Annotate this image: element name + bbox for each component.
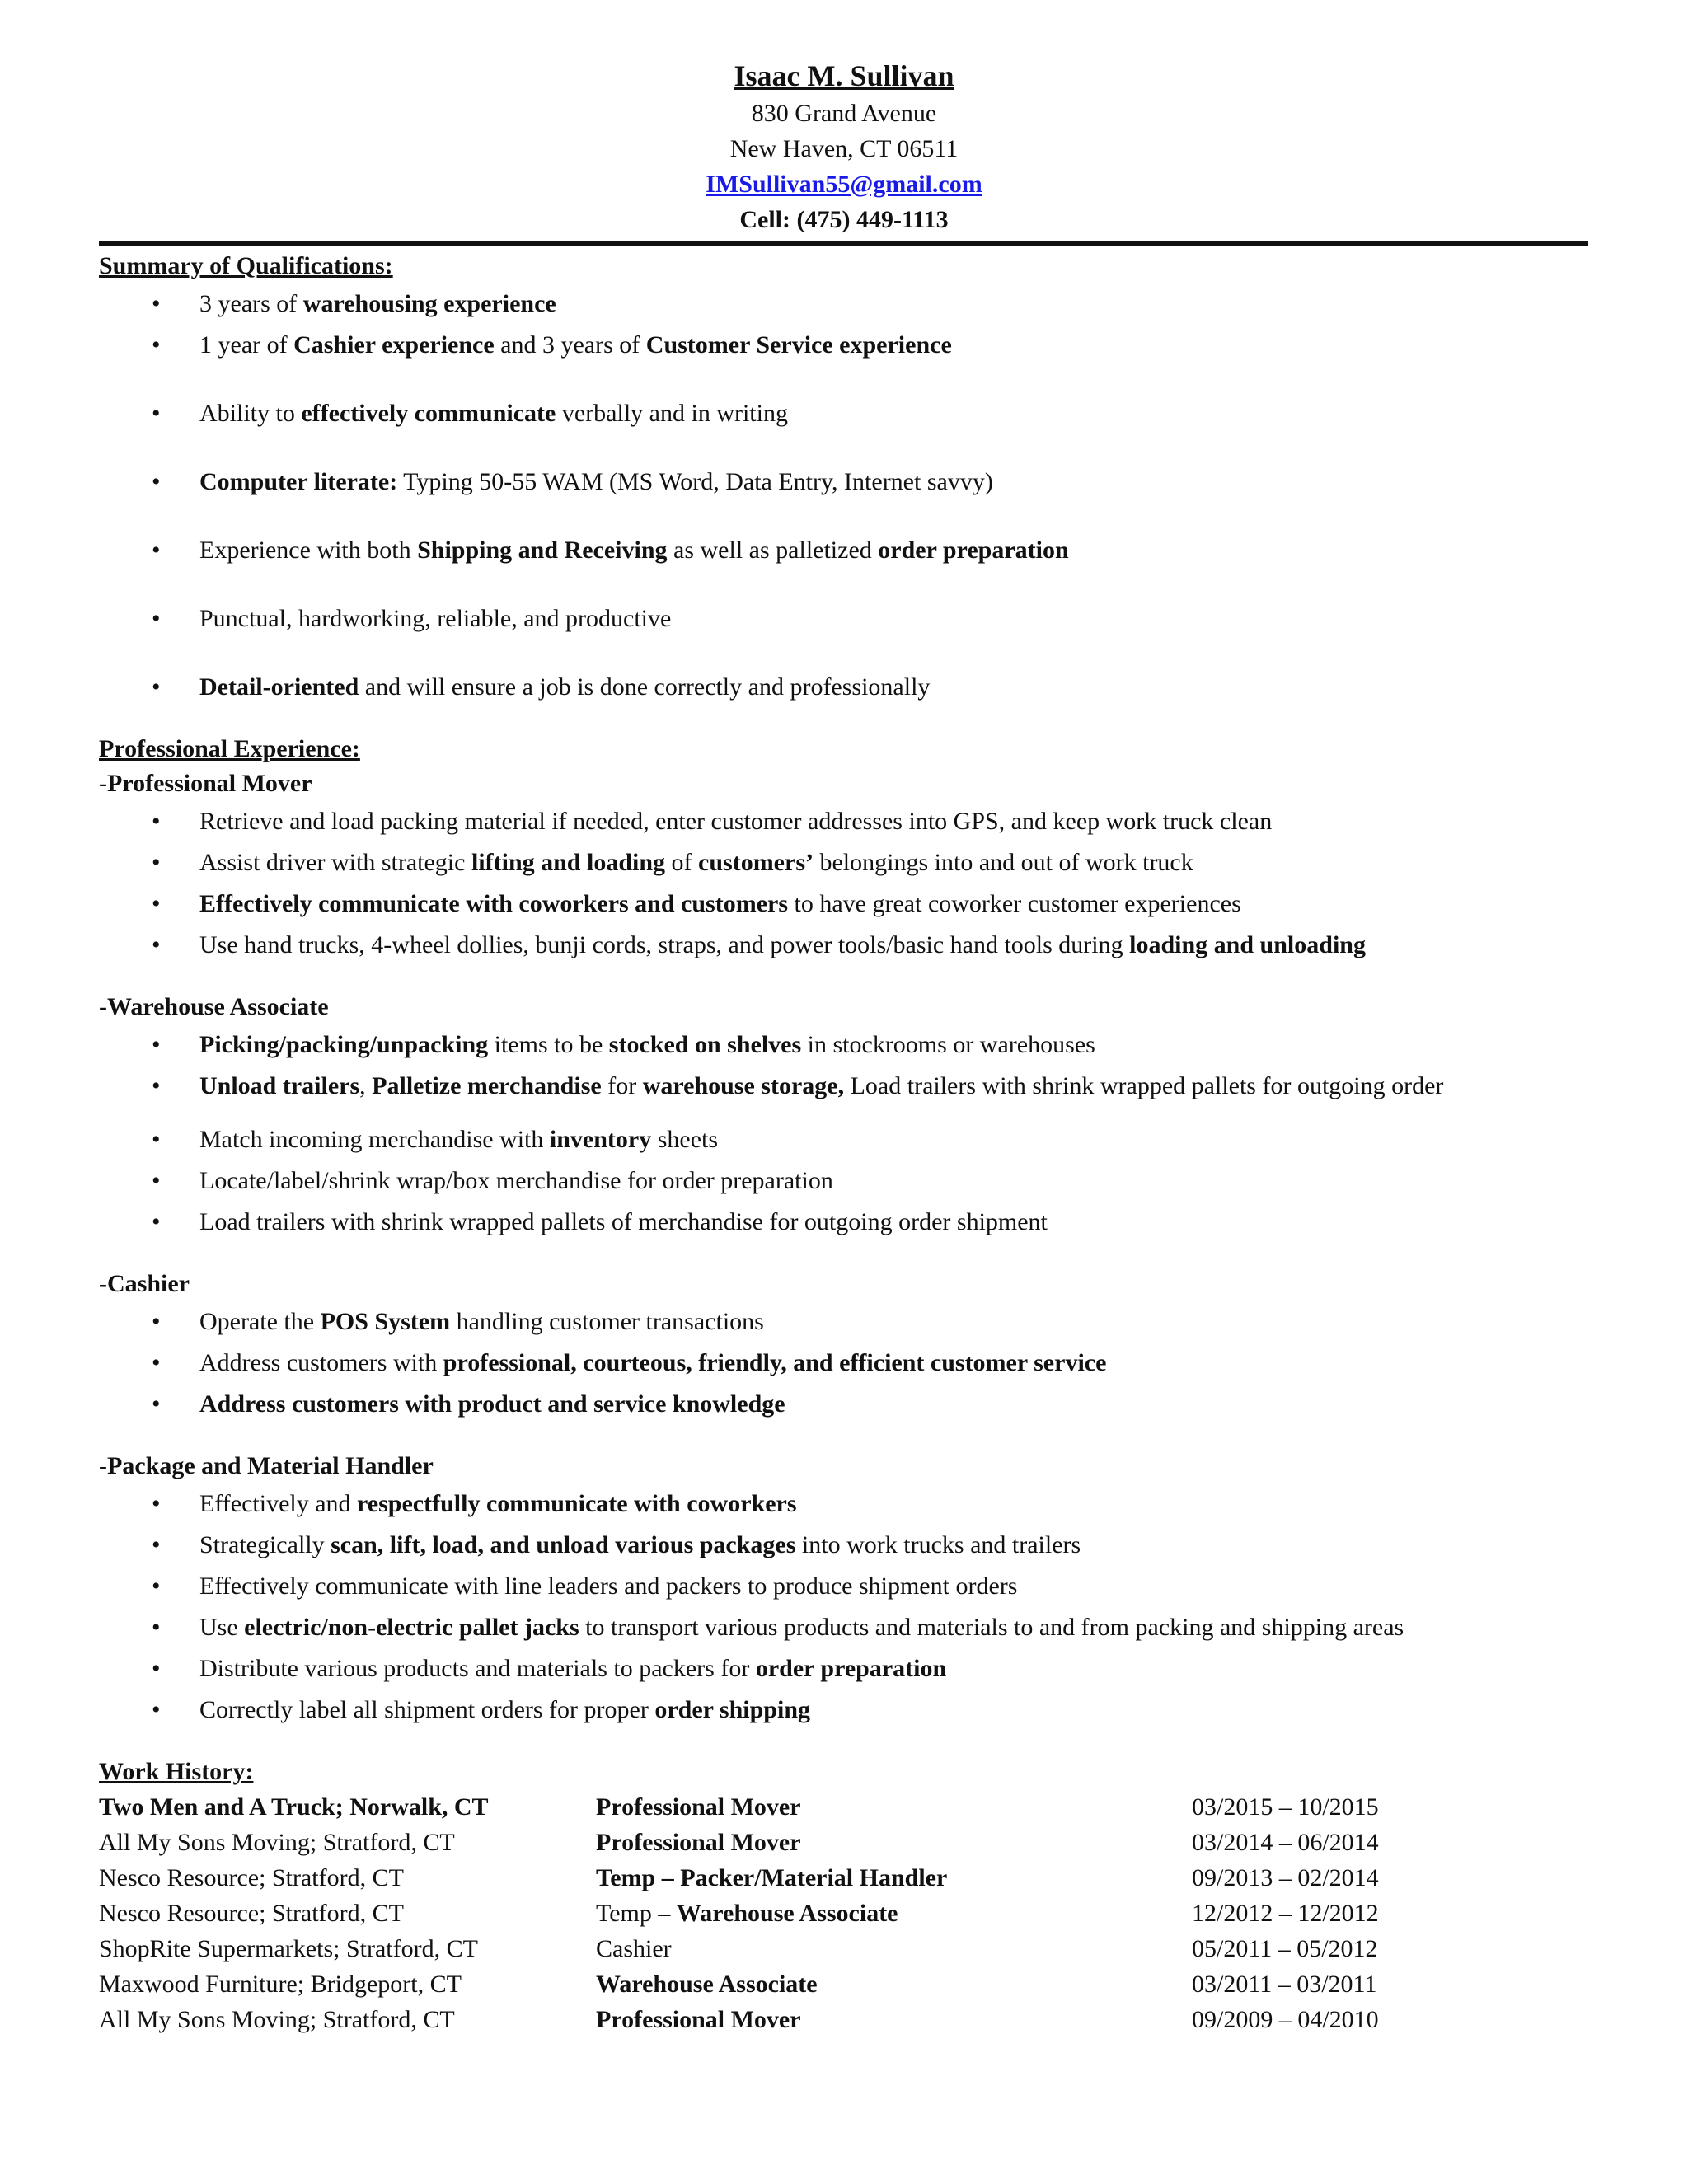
text-run: belongings into and out of work truck xyxy=(813,849,1193,876)
text-run: handling customer transactions xyxy=(450,1308,764,1335)
experience-list xyxy=(99,766,1591,1731)
employer-cell xyxy=(99,1789,596,1825)
dates-cell: 03/2015 – 10/2015 xyxy=(1192,1793,1379,1821)
summary-heading: Summary of Qualifications: xyxy=(99,252,393,279)
job-bullet xyxy=(99,1483,1591,1525)
bold-text: order preparation xyxy=(755,1655,947,1682)
text-run: Cashier xyxy=(596,1935,672,1962)
bold-text: Shipping and Receiving xyxy=(417,537,668,564)
dates-cell: 09/2009 – 04/2010 xyxy=(1192,2006,1379,2033)
position-cell xyxy=(596,1966,1192,2002)
employer-cell xyxy=(99,1931,596,1966)
summary-item xyxy=(99,530,1591,571)
position-cell xyxy=(596,1860,1192,1896)
job-section xyxy=(99,766,1591,966)
text-run: Effectively communicate with line leaders and packers to produce shipment orders xyxy=(199,1572,1018,1600)
bold-text: warehousing experience xyxy=(302,290,556,317)
bold-text: Professional Mover xyxy=(596,1793,801,1821)
job-bullet xyxy=(99,925,1591,966)
summary-item xyxy=(99,462,1591,503)
job-bullet xyxy=(99,1607,1591,1648)
job-bullet xyxy=(99,842,1591,883)
summary-item xyxy=(99,667,1591,708)
text-run: Use hand trucks, 4-wheel dollies, bunji cords, straps, and power tools/basic hand tools during xyxy=(199,931,1130,958)
position-cell xyxy=(596,1896,1192,1931)
bold-text: POS System xyxy=(320,1308,451,1335)
job-bullet xyxy=(99,1648,1591,1690)
resume-body xyxy=(99,249,1591,2037)
job-title-text: Cashier xyxy=(107,1270,190,1297)
work-history-heading: Work History: xyxy=(99,1758,254,1785)
job-bullet xyxy=(99,1119,1591,1160)
employer-cell xyxy=(99,1966,596,2002)
text-run: Correctly label all shipment orders for proper xyxy=(199,1696,655,1723)
dates-cell: 05/2011 – 05/2012 xyxy=(1192,1935,1378,1962)
job-title-text: Professional Mover xyxy=(107,770,312,797)
text-run: Use xyxy=(199,1614,245,1641)
job-bullet xyxy=(99,1066,1591,1107)
bold-text: Two Men and A Truck; Norwalk, CT xyxy=(99,1793,489,1821)
bold-text: Effectively communicate with coworkers and customers xyxy=(199,890,789,917)
dates-cell: 09/2013 – 02/2014 xyxy=(1192,1864,1379,1891)
text-run: Locate/label/shrink wrap/box merchandise for order preparation xyxy=(199,1167,833,1194)
text-run: Address customers with xyxy=(199,1349,443,1376)
job-dash: - xyxy=(99,1452,107,1479)
cell-phone: Cell: (475) 449-1113 xyxy=(739,206,949,233)
text-run: 1 year of xyxy=(199,331,294,359)
job-bullets xyxy=(99,1483,1591,1731)
text-run: Load trailers with shrink wrapped pallets of merchandise for outgoing order shipment xyxy=(199,1208,1048,1235)
bold-text: order preparation xyxy=(878,537,1069,564)
employer-cell xyxy=(99,2002,596,2037)
bold-text: Customer Service experience xyxy=(645,331,952,359)
summary-item xyxy=(99,393,1591,434)
job-bullet xyxy=(99,1384,1591,1425)
job-bullet xyxy=(99,1690,1591,1731)
job-bullet xyxy=(99,1525,1591,1566)
job-bullet xyxy=(99,1160,1591,1202)
job-bullet xyxy=(99,1301,1591,1343)
text-run: All My Sons Moving; Stratford, CT xyxy=(99,1829,455,1856)
employer-cell xyxy=(99,1860,596,1896)
text-run: Operate the xyxy=(199,1308,321,1335)
text-run: for xyxy=(601,1072,643,1099)
dates-cell: 03/2011 – 03/2011 xyxy=(1192,1971,1377,1998)
text-run: Distribute various products and materials to packers for xyxy=(199,1655,756,1682)
bold-text: Temp – Packer/Material Handler xyxy=(596,1864,948,1891)
job-title xyxy=(99,1449,1591,1483)
job-bullet xyxy=(99,801,1591,842)
summary-item xyxy=(99,325,1591,366)
text-run: Load trailers with shrink wrapped pallets for outgoing order xyxy=(844,1072,1444,1099)
bold-text: warehouse storage, xyxy=(642,1072,845,1099)
resume-header xyxy=(0,56,1688,237)
summary-item xyxy=(99,284,1591,325)
job-title-text: Warehouse Associate xyxy=(107,993,329,1020)
bold-text: electric/non-electric pallet jacks xyxy=(244,1614,579,1641)
text-run: Punctual, hardworking, reliable, and productive xyxy=(199,605,672,632)
position-cell xyxy=(596,1825,1192,1860)
bold-text: Detail-oriented xyxy=(199,673,359,701)
bold-text: effectively communicate xyxy=(301,400,556,427)
job-title-text: Package and Material Handler xyxy=(107,1452,434,1479)
table-row xyxy=(99,1860,1591,1896)
bold-text: order shipping xyxy=(654,1696,810,1723)
job-bullets xyxy=(99,801,1591,966)
text-run: All My Sons Moving; Stratford, CT xyxy=(99,2006,455,2033)
text-run: , xyxy=(359,1072,373,1099)
bold-text: scan, lift, load, and unload various packages xyxy=(331,1531,796,1558)
bold-text: Cashier experience xyxy=(293,331,495,359)
text-run: Strategically xyxy=(199,1531,331,1558)
job-title xyxy=(99,766,1591,801)
employer-cell xyxy=(99,1825,596,1860)
table-row xyxy=(99,1789,1591,1825)
bold-text: Picking/packing/unpacking xyxy=(199,1031,489,1058)
applicant-name: Isaac M. Sullivan xyxy=(734,59,954,92)
text-run: to have great coworker customer experiences xyxy=(788,890,1241,917)
bold-text: lifting and loading xyxy=(471,849,666,876)
position-cell xyxy=(596,2002,1192,2037)
table-row xyxy=(99,1966,1591,2002)
bold-text: respectfully communicate with coworkers xyxy=(357,1490,797,1517)
text-run: into work trucks and trailers xyxy=(795,1531,1081,1558)
table-row xyxy=(99,1825,1591,1860)
summary-item xyxy=(99,598,1591,640)
job-bullet xyxy=(99,883,1591,925)
bold-text: Unload trailers xyxy=(199,1072,360,1099)
header-divider xyxy=(99,241,1588,246)
email-link[interactable]: IMSullivan55@gmail.com xyxy=(706,171,982,198)
job-section xyxy=(99,1449,1591,1731)
text-run: Effectively and xyxy=(199,1490,358,1517)
position-cell xyxy=(596,1931,1192,1966)
job-dash: - xyxy=(99,1270,107,1297)
text-run: Experience with both xyxy=(199,537,418,564)
bold-text: Computer literate: xyxy=(199,468,398,495)
text-run: as well as palletized xyxy=(667,537,879,564)
text-run: Typing 50-55 WAM (MS Word, Data Entry, Internet savvy) xyxy=(397,468,993,495)
bold-text: stocked on shelves xyxy=(608,1031,802,1058)
text-run: verbally and in writing xyxy=(556,400,788,427)
job-title xyxy=(99,1267,1591,1301)
bold-text: Palletize merchandise xyxy=(372,1072,602,1099)
job-bullets xyxy=(99,1024,1591,1243)
dates-cell: 03/2014 – 06/2014 xyxy=(1192,1829,1379,1856)
job-bullet xyxy=(99,1566,1591,1607)
job-bullet xyxy=(99,1343,1591,1384)
text-run: Ability to xyxy=(199,400,302,427)
street-address: 830 Grand Avenue xyxy=(751,100,937,127)
bold-text: Address customers with product and service knowledge xyxy=(199,1390,785,1418)
text-run: of xyxy=(665,849,699,876)
table-row xyxy=(99,2002,1591,2037)
experience-heading: Professional Experience: xyxy=(99,735,360,762)
job-section xyxy=(99,1267,1591,1425)
text-run: Maxwood Furniture; Bridgeport, CT xyxy=(99,1971,462,1998)
text-run: in stockrooms or warehouses xyxy=(801,1031,1095,1058)
text-run: items to be xyxy=(488,1031,609,1058)
job-bullet xyxy=(99,1024,1591,1066)
text-run: Temp – xyxy=(596,1900,677,1927)
text-run: 3 years of xyxy=(199,290,303,317)
city-state-zip: New Haven, CT 06511 xyxy=(729,135,959,162)
text-run: sheets xyxy=(651,1126,719,1153)
text-run: Nesco Resource; Stratford, CT xyxy=(99,1864,404,1891)
table-row xyxy=(99,1896,1591,1931)
dates-cell: 12/2012 – 12/2012 xyxy=(1192,1900,1379,1927)
text-run: Nesco Resource; Stratford, CT xyxy=(99,1900,404,1927)
text-run: Assist driver with strategic xyxy=(199,849,471,876)
work-history-table xyxy=(99,1789,1591,2037)
job-title xyxy=(99,990,1591,1024)
text-run: Match incoming merchandise with xyxy=(199,1126,550,1153)
job-section xyxy=(99,990,1591,1243)
bold-text: loading and unloading xyxy=(1129,931,1366,958)
text-run: ShopRite Supermarkets; Stratford, CT xyxy=(99,1935,478,1962)
bold-text: Professional Mover xyxy=(596,2006,801,2033)
bold-text: customers’ xyxy=(698,849,814,876)
bold-text: Warehouse Associate xyxy=(596,1971,818,1998)
job-dash: - xyxy=(99,770,107,797)
bold-text: Professional Mover xyxy=(596,1829,801,1856)
job-bullet xyxy=(99,1202,1591,1243)
summary-list xyxy=(99,284,1591,708)
text-run: Retrieve and load packing material if needed, enter customer addresses into GPS, and keep work truck clean xyxy=(199,808,1273,835)
text-run: and 3 years of xyxy=(494,331,646,359)
bold-text: professional, courteous, friendly, and efficient customer service xyxy=(443,1349,1107,1376)
job-dash: - xyxy=(99,993,107,1020)
position-cell xyxy=(596,1789,1192,1825)
table-row xyxy=(99,1931,1591,1966)
bold-text: Warehouse Associate xyxy=(676,1900,898,1927)
employer-cell xyxy=(99,1896,596,1931)
job-bullets xyxy=(99,1301,1591,1425)
bold-text: inventory xyxy=(549,1126,652,1153)
text-run: and will ensure a job is done correctly and professionally xyxy=(359,673,931,701)
text-run: to transport various products and materials to and from packing and shipping areas xyxy=(579,1614,1404,1641)
